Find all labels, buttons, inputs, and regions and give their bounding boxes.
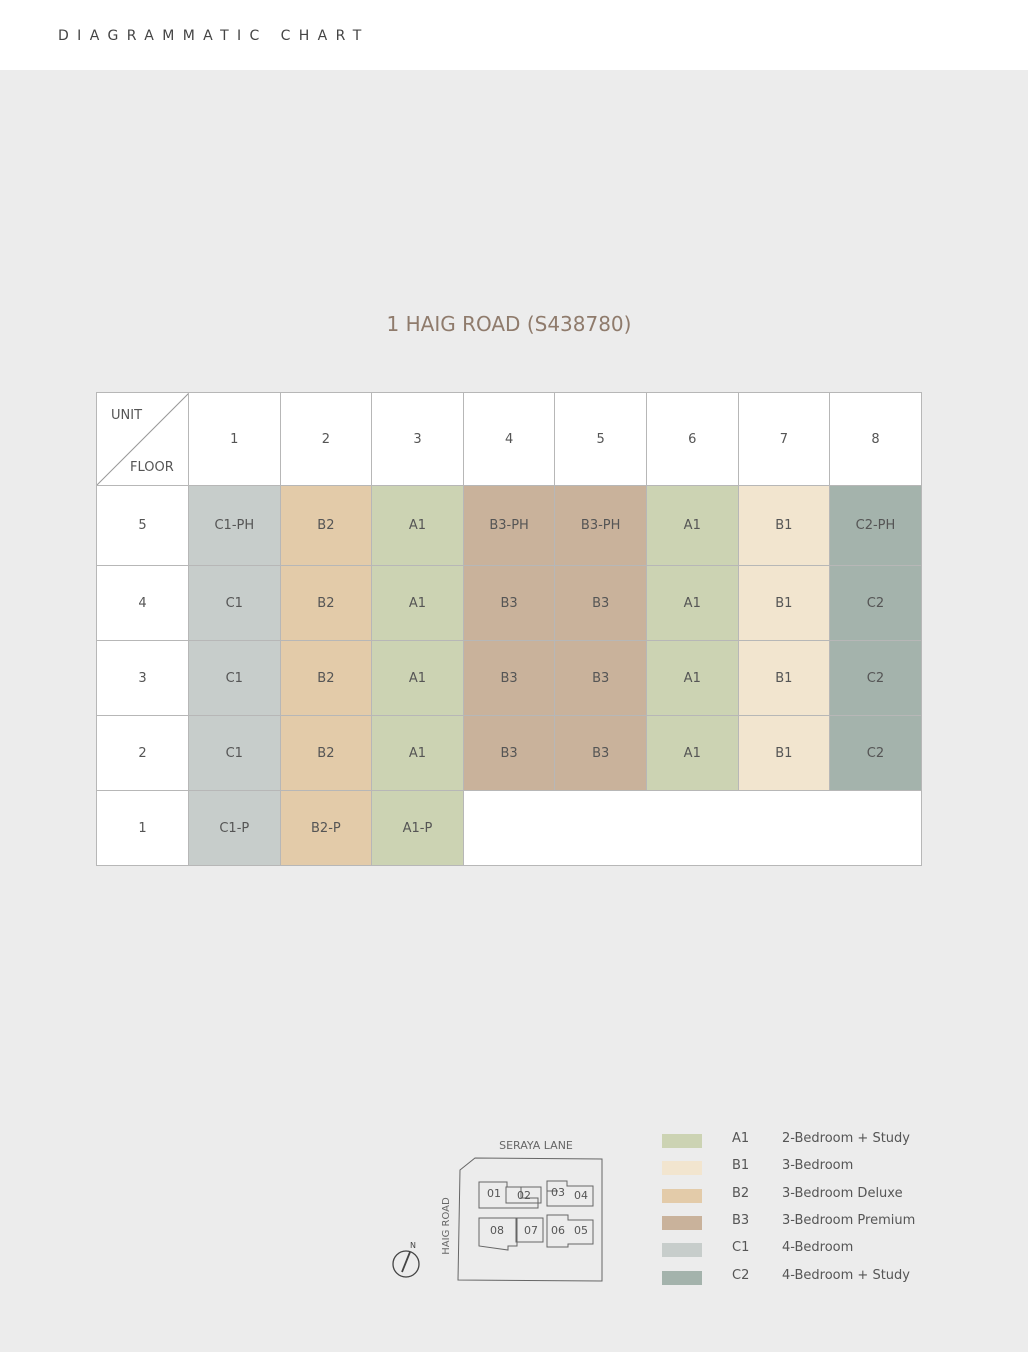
- north-arrow: [393, 1241, 419, 1277]
- legend-description: 4-Bedroom + Study: [782, 1267, 910, 1283]
- unit-cell: B3: [463, 641, 555, 716]
- unit-header-4: 4: [463, 393, 555, 486]
- floor-row-5: [97, 486, 922, 566]
- unit-cell: B3: [463, 566, 555, 641]
- unit-cell: A1: [646, 716, 738, 791]
- unit-header-3: 3: [372, 393, 464, 486]
- floor-row-1: [97, 791, 922, 866]
- legend-description: 3-Bedroom Deluxe: [782, 1185, 903, 1201]
- block-label-01: 01: [487, 1187, 501, 1200]
- legend-swatch: [662, 1161, 702, 1175]
- unit-cell: C1-PH: [189, 486, 281, 566]
- block-label-07: 07: [524, 1224, 538, 1237]
- block-label-03: 03: [551, 1186, 565, 1199]
- legend-code: B2: [732, 1185, 750, 1201]
- block-label-06: 06: [551, 1224, 565, 1237]
- site-plan: [380, 1130, 620, 1300]
- unit-cell: A1: [646, 641, 738, 716]
- unit-cell: C1: [189, 566, 281, 641]
- block-label-04: 04: [574, 1189, 588, 1202]
- unit-header-2: 2: [280, 393, 372, 486]
- unit-cell: C2: [830, 641, 922, 716]
- floor-label-2: 2: [97, 716, 189, 791]
- legend-description: 4-Bedroom: [782, 1240, 854, 1256]
- unit-cell: A1-P: [372, 791, 464, 866]
- unit-cell: A1: [646, 566, 738, 641]
- legend-description: 3-Bedroom Premium: [782, 1212, 916, 1228]
- unit-cell: B3: [555, 641, 647, 716]
- header-row: [97, 393, 922, 486]
- unit-cell: B2: [280, 486, 372, 566]
- unit-cell: B3: [555, 716, 647, 791]
- haig-road-label: HAIG ROAD: [441, 1197, 452, 1255]
- legend-description: 3-Bedroom: [782, 1158, 854, 1174]
- unit-header-7: 7: [738, 393, 830, 486]
- unit-cell: C1-P: [189, 791, 281, 866]
- unit-cell: C1: [189, 641, 281, 716]
- unit-cell: B2-P: [280, 791, 372, 866]
- unit-cell: B3-PH: [463, 486, 555, 566]
- legend-code: B1: [732, 1158, 750, 1174]
- unit-cell: A1: [372, 486, 464, 566]
- unit-cell: B3: [463, 716, 555, 791]
- unit-cell: C2: [830, 566, 922, 641]
- unit-cell: B2: [280, 716, 372, 791]
- unit-cell: B2: [280, 641, 372, 716]
- floor-axis-label: FLOOR: [130, 460, 174, 475]
- floor-label-5: 5: [97, 486, 189, 566]
- unit-cell: B1: [738, 641, 830, 716]
- page-header: [0, 0, 1028, 70]
- unit-cell: A1: [372, 641, 464, 716]
- corner-cell: [97, 393, 189, 486]
- unit-header-5: 5: [555, 393, 647, 486]
- unit-axis-label: UNIT: [111, 408, 143, 423]
- floor-label-4: 4: [97, 566, 189, 641]
- floor-row-4: [97, 566, 922, 641]
- unit-cell: C2: [830, 716, 922, 791]
- page-title: DIAGRAMMATIC CHART: [58, 28, 370, 44]
- block-label-02: 02: [517, 1189, 531, 1202]
- legend-swatch: [662, 1271, 702, 1285]
- unit-cell: A1: [646, 486, 738, 566]
- unit-cell: B2: [280, 566, 372, 641]
- seraya-lane-label: SERAYA LANE: [499, 1139, 573, 1152]
- unit-cell: B3-PH: [555, 486, 647, 566]
- empty-cell: [463, 791, 921, 866]
- unit-cell: B3: [555, 566, 647, 641]
- floor-row-2: [97, 716, 922, 791]
- legend-code: A1: [732, 1131, 750, 1146]
- north-label: N: [410, 1241, 416, 1250]
- block-label-05: 05: [574, 1224, 588, 1237]
- unit-header-8: 8: [830, 393, 922, 486]
- unit-header-1: 1: [189, 393, 281, 486]
- legend-code: B3: [732, 1212, 750, 1228]
- block-label-08: 08: [490, 1224, 504, 1237]
- unit-cell: C2-PH: [830, 486, 922, 566]
- unit-cell: B1: [738, 486, 830, 566]
- legend-swatch: [662, 1189, 702, 1203]
- unit-cell: A1: [372, 716, 464, 791]
- floor-label-1: 1: [97, 791, 189, 866]
- floor-row-3: [97, 641, 922, 716]
- legend-swatch: [662, 1216, 702, 1230]
- legend-swatch: [662, 1243, 702, 1257]
- legend-code: C2: [732, 1267, 750, 1283]
- unit-cell: B1: [738, 566, 830, 641]
- floor-label-3: 3: [97, 641, 189, 716]
- unit-cell: C1: [189, 716, 281, 791]
- unit-header-6: 6: [646, 393, 738, 486]
- unit-cell: A1: [372, 566, 464, 641]
- unit-cell: B1: [738, 716, 830, 791]
- legend-code: C1: [732, 1240, 750, 1256]
- unit-floor-table: [96, 392, 922, 866]
- legend-description: 2-Bedroom + Study: [782, 1131, 910, 1146]
- legend-swatch: [662, 1134, 702, 1148]
- chart-title: 1 HAIG ROAD (S438780): [386, 312, 632, 336]
